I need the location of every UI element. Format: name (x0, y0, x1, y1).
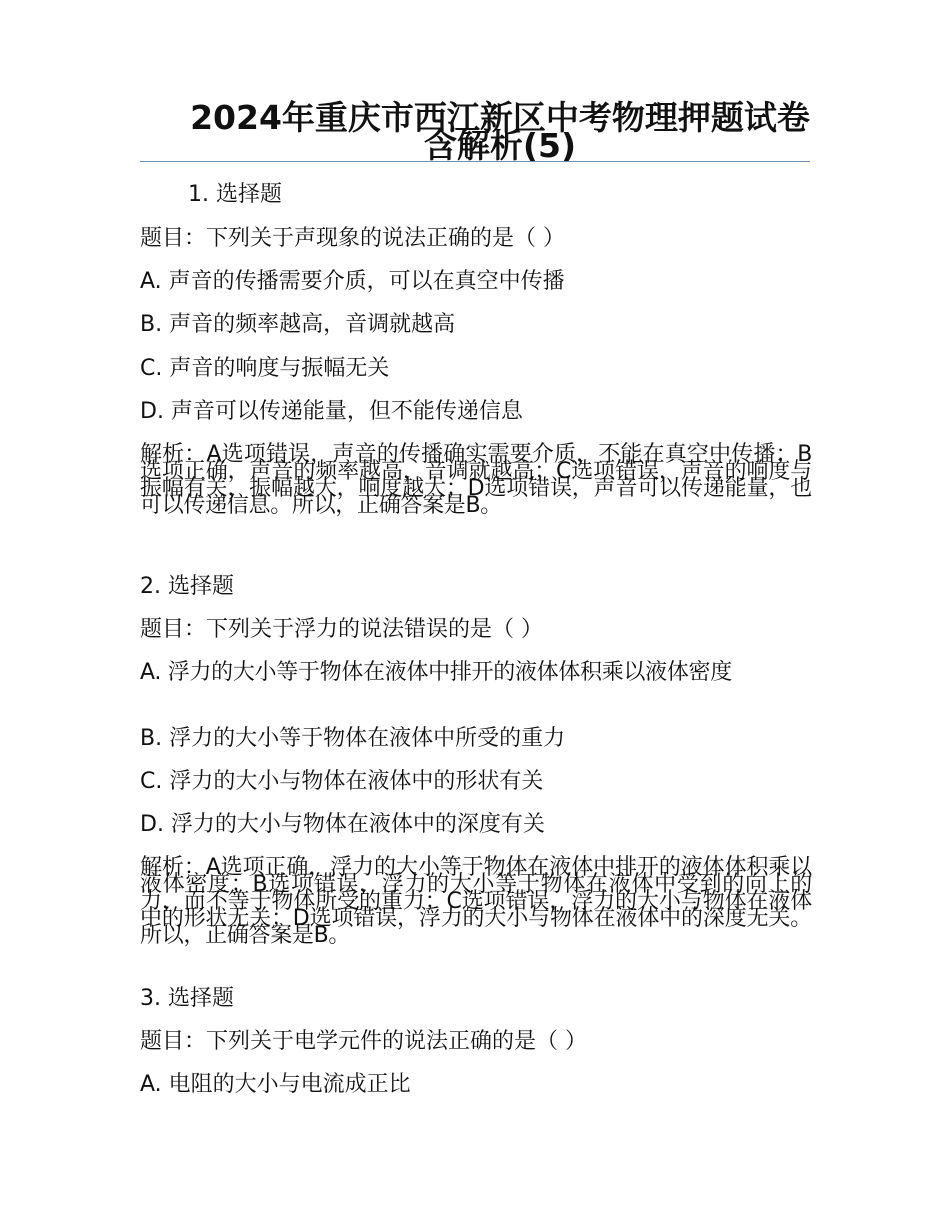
question-1-option-a: A. 声音的传播需要介质，可以在真空中传播 (140, 269, 565, 294)
question-2-option-a: A. 浮力的大小等于物体在液体中排开的液体体积乘以液体密度 (140, 660, 732, 685)
question-1-option-c: C. 声音的响度与振幅无关 (140, 356, 390, 381)
question-1-option-d: D. 声音可以传递能量，但不能传递信息 (140, 399, 523, 424)
title-divider (140, 161, 810, 162)
question-1-heading: 1. 选择题 (188, 182, 282, 207)
question-2-option-b: B. 浮力的大小等于物体在液体中所受的重力 (140, 726, 566, 751)
question-3-stem: 题目：下列关于电学元件的说法正确的是（ ） (140, 1029, 587, 1054)
question-2-stem: 题目：下列关于浮力的说法错误的是（ ） (140, 617, 543, 642)
question-3-option-a: A. 电阻的大小与电流成正比 (140, 1072, 411, 1097)
question-2-analysis: 解析：A选项正确，浮力的大小等于物体在液体中排开的液体体积乘以液体密度；B选项错误，浮力的大小等于物体在液体中受到的向上的力，而不等于物体所受的重力；C选项错误，浮力的大小与物体在液体中的形状无关；D选项错误，浮力的大小与物体在液体中的深度无关。所以，正确答案是B。 (140, 855, 812, 948)
question-2-option-d: D. 浮力的大小与物体在液体中的深度有关 (140, 812, 545, 837)
document-title: 2024年重庆市西江新区中考物理押题试卷含解析(5) (190, 98, 810, 165)
question-1-analysis: 解析：A选项错误，声音的传播确实需要介质，不能在真空中传播；B选项正确，声音的频率越高，音调就越高；C选项错误，声音的响度与振幅有关，振幅越大，响度越大；D选项错误，声音可以传递能量，也可以传递信息。所以，正确答案是B。 (140, 442, 812, 518)
question-2-heading: 2. 选择题 (140, 574, 234, 599)
question-2-option-c: C. 浮力的大小与物体在液体中的形状有关 (140, 769, 544, 794)
question-3-heading: 3. 选择题 (140, 986, 234, 1011)
question-1-option-b: B. 声音的频率越高，音调就越高 (140, 312, 456, 337)
question-1-stem: 题目：下列关于声现象的说法正确的是（ ） (140, 226, 565, 251)
